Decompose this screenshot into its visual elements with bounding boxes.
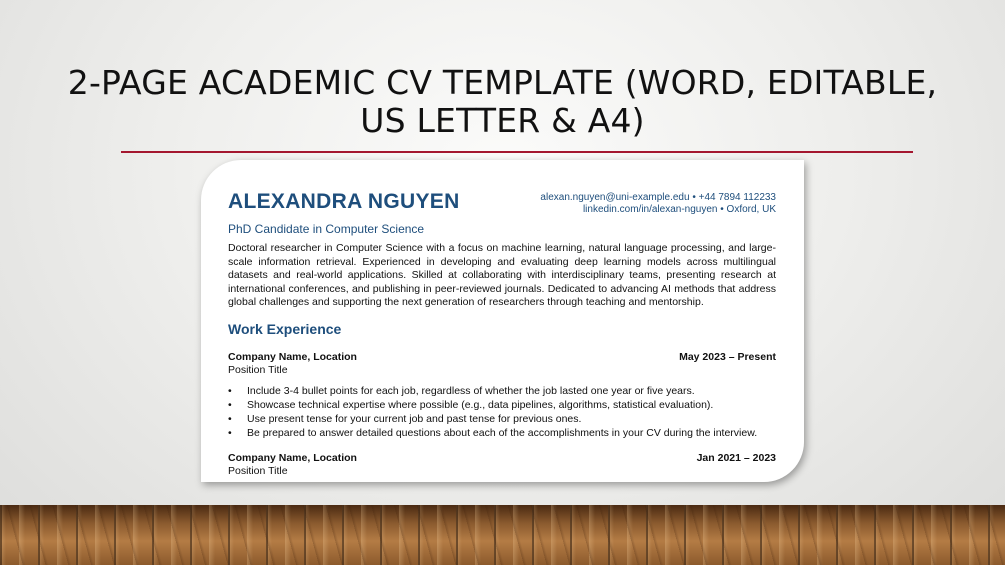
job-bullet [228, 398, 776, 412]
job-header [228, 351, 776, 363]
cv-summary: Doctoral researcher in Computer Science with a focus on machine learning, natural language processing, and large-scale information retrieval. Experienced in developing and evaluating deep learning models across multilingual datasets and real-world applications. Skilled at collaborating with interdisciplinary teams, presenting research at international conferences, and publishing in peer-reviewed journals. Dedicated to advancing AI methods that address global challenges and supporting the next generation of researchers through teaching and mentorship. [228, 242, 776, 308]
job-company: Company Name, Location [228, 452, 357, 464]
job-bullet-text: Showcase technical expertise where possible (e.g., data pipelines, algorithms, statistical evaluation). [247, 399, 714, 411]
job-bullet-text: Include 3-4 bullet points for each job, regardless of whether the job lasted one year or five years. [247, 385, 695, 397]
slide-title-line-1: 2-PAGE ACADEMIC CV TEMPLATE (WORD, EDITABLE, [67, 63, 938, 102]
job-bullet [228, 426, 776, 440]
cv-name: ALEXANDRA NGUYEN [228, 190, 460, 213]
cv-contact-line-1: alexan.nguyen@uni-example.edu • +44 7894 112233 [540, 192, 776, 203]
job-position: Position Title [228, 465, 288, 477]
job-dates: May 2023 – Present [679, 351, 776, 363]
job-company: Company Name, Location [228, 351, 357, 363]
job-bullet [228, 384, 776, 398]
job-bullet-text: Be prepared to answer detailed questions about each of the accomplishments in your CV during the interview. [247, 427, 758, 439]
slide-title [0, 64, 1005, 140]
wooden-floor [0, 505, 1005, 565]
bullet-icon: • [228, 413, 232, 425]
cv-contact-line-2: linkedin.com/in/alexan-nguyen • Oxford, UK [582, 204, 776, 215]
slide-title-line-2: US LETTER & A4) [360, 101, 645, 140]
job-header [228, 452, 776, 464]
cv-subtitle: PhD Candidate in Computer Science [228, 222, 425, 236]
job-bullet [228, 412, 776, 426]
cv-contact [540, 192, 776, 216]
job-dates: Jan 2021 – 2023 [696, 452, 776, 464]
job-bullet-list [228, 384, 776, 440]
cv-preview-image [201, 160, 804, 482]
bullet-icon: • [228, 385, 232, 397]
bullet-icon: • [228, 427, 232, 439]
title-divider [121, 151, 913, 153]
cv-section-title: Work Experience [228, 321, 342, 337]
job-position: Position Title [228, 364, 288, 376]
bullet-icon: • [228, 399, 232, 411]
job-bullet-text: Use present tense for your current job and past tense for previous ones. [247, 413, 582, 425]
